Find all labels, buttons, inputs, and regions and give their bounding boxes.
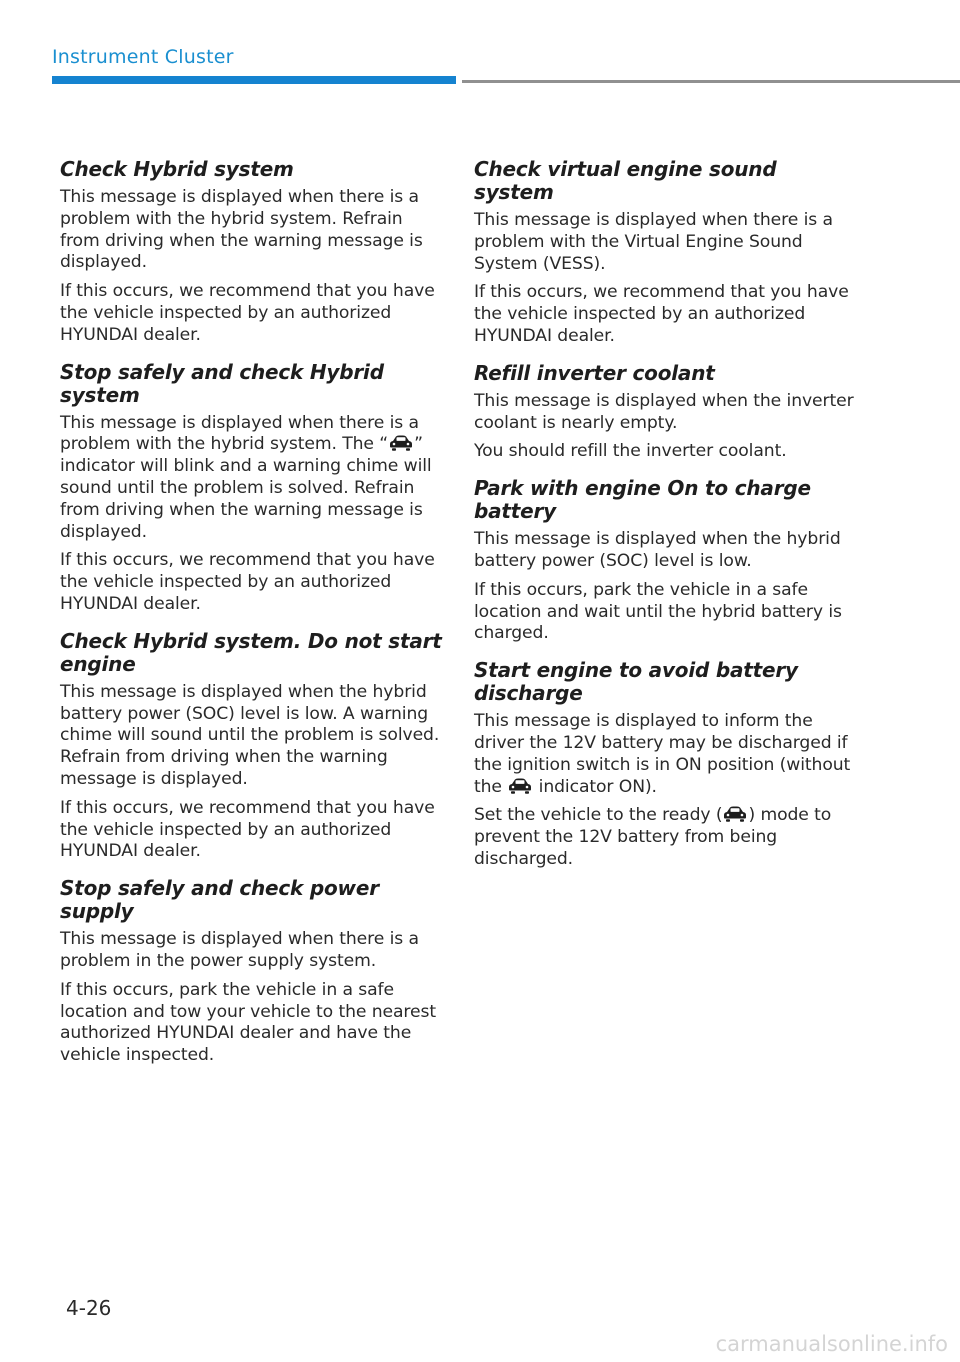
paragraph-text: ” indicator will blink and a warning chime will sound until the problem is solved. Refrain from driving when the warning message is displayed. (60, 434, 432, 542)
section-paragraph: If this occurs, we recommend that you have the vehicle inspected by an authorized HYUNDAI dealer. (60, 797, 435, 862)
paragraph-text: This message is displayed to inform the driver the 12V battery may be discharged if the ignition switch is in ON position (without the (474, 711, 851, 797)
section-check-hybrid-system (60, 158, 442, 347)
paragraph-text: Set the vehicle to the ready ( (474, 805, 723, 826)
section-paragraph: This message is displayed when the hybrid battery power (SOC) level is low. A warning chime will sound until the problem is solved. Refrain from driving when the warning message is displayed. (60, 681, 440, 789)
section-park-engine-on-charge (474, 477, 856, 645)
section-paragraph (474, 711, 856, 798)
paragraph-text: This message is displayed when there is a problem with the hybrid system. The “ (60, 412, 419, 455)
section-check-virtual-engine-sound (474, 158, 856, 348)
section-start-engine-avoid-discharge (474, 659, 856, 871)
section-refill-inverter-coolant (474, 362, 856, 463)
right-column (474, 158, 856, 885)
section-paragraph: If this occurs, we recommend that you have the vehicle inspected by an authorized HYUNDAI dealer. (60, 281, 435, 345)
car-ready-icon (388, 435, 414, 451)
section-heading: Start engine to avoid battery discharge (474, 658, 798, 706)
section-heading: Stop safely and check Hybrid system (60, 359, 384, 407)
section-paragraph: If this occurs, we recommend that you have the vehicle inspected by an authorized HYUNDAI dealer. (474, 282, 849, 346)
section-paragraph: This message is displayed when there is a problem with the Virtual Engine Sound System (VESS). (474, 210, 833, 274)
section-stop-safely-check-hybrid (60, 361, 442, 616)
section-paragraph: This message is displayed when there is a problem in the power supply system. (60, 929, 419, 971)
section-paragraph (60, 413, 442, 544)
section-heading: Check virtual engine sound system (474, 157, 777, 204)
header-divider-rule (462, 80, 960, 83)
header-accent-rule (52, 76, 456, 84)
section-heading: Stop safely and check power supply (60, 876, 379, 924)
section-stop-safely-power-supply (60, 877, 442, 1067)
page-header-title: Instrument Cluster (52, 46, 234, 68)
section-paragraph: This message is displayed when there is a problem with the hybrid system. Refrain from driving when the warning message is displayed. (60, 187, 423, 273)
section-check-hybrid-do-not-start (60, 630, 442, 863)
section-paragraph: You should refill the inverter coolant. (474, 441, 787, 462)
car-ready-icon (722, 806, 748, 822)
car-ready-icon (507, 778, 533, 794)
watermark: carmanualsonline.info (715, 1332, 948, 1356)
section-heading: Refill inverter coolant (474, 360, 715, 385)
paragraph-text: indicator ON). (533, 776, 657, 797)
paragraph-text: ) mode to prevent the 12V battery from being discharged. (474, 805, 832, 869)
section-paragraph: If this occurs, park the vehicle in a safe location and wait until the hybrid battery is charged. (474, 579, 842, 644)
section-paragraph: If this occurs, park the vehicle in a safe location and tow your vehicle to the nearest authorized HYUNDAI dealer and have the vehicle inspected. (60, 979, 436, 1066)
section-paragraph: This message is displayed when the inverter coolant is nearly empty. (474, 390, 854, 433)
section-heading: Park with engine On to charge battery (474, 476, 811, 524)
left-column (60, 158, 442, 1081)
section-paragraph (474, 805, 856, 870)
page-number: 4-26 (66, 1296, 112, 1320)
section-heading: Check Hybrid system (60, 157, 294, 181)
section-heading: Check Hybrid system. Do not start engine (60, 628, 442, 676)
section-paragraph: This message is displayed when the hybrid battery power (SOC) level is low. (474, 529, 841, 571)
section-paragraph: If this occurs, we recommend that you have the vehicle inspected by an authorized HYUNDAI dealer. (60, 550, 435, 614)
